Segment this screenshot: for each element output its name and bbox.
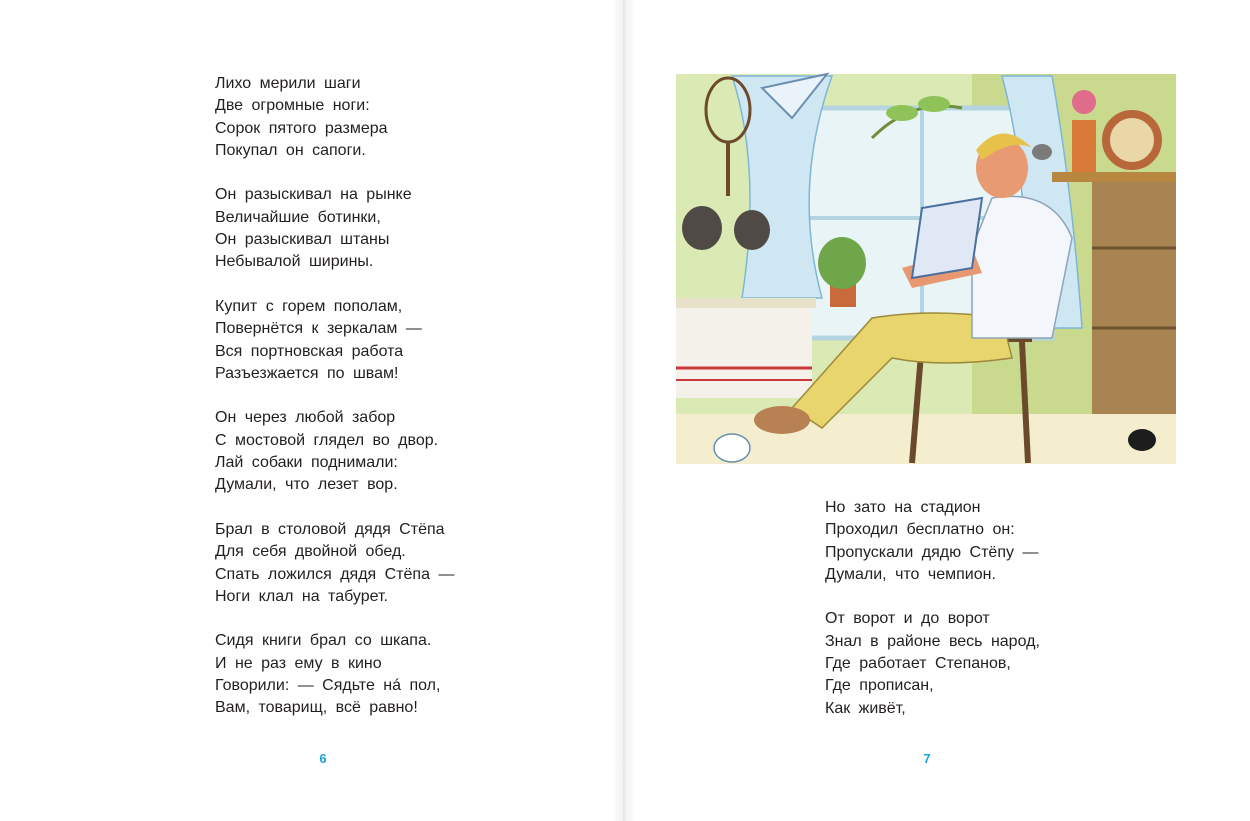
verse-line: С мостовой глядел во двор. — [215, 431, 439, 449]
verse-line: Величайшие ботинки, — [215, 208, 381, 226]
page-number: 7 — [923, 751, 931, 766]
verse-line: Как живёт, — [825, 699, 906, 717]
book-spine-shadow — [612, 0, 636, 821]
left-page — [0, 0, 624, 821]
stanza — [825, 497, 1040, 586]
verse-line: Сорок пятого размера — [215, 119, 388, 137]
verse-line: Говорили: — Сядьте нá пол, — [215, 677, 441, 695]
verse-line: Купит с горем пополам, — [215, 297, 403, 315]
verse-line: Небывалой ширины. — [215, 253, 374, 271]
stanza — [215, 73, 454, 162]
verse-line: Пропускали дядю Стёпу — — [825, 543, 1039, 561]
verse-line: Спать ложился дядя Стёпа — — [215, 565, 455, 583]
stanza — [215, 407, 454, 496]
verse-line: От ворот и до ворот — [825, 610, 990, 628]
left-poem — [215, 73, 454, 720]
verse-line: Лихо мерили шаги — [215, 75, 361, 92]
verse-line: Но зато на стадион — [825, 499, 981, 516]
verse-line: Покупал он сапоги. — [215, 141, 366, 159]
verse-line: Две огромные ноги: — [215, 97, 370, 115]
stanza — [215, 184, 454, 273]
verse-line: Разъезжается по швам! — [215, 364, 399, 382]
verse-line: Повернётся к зеркалам — — [215, 320, 422, 338]
verse-line: Вся портновская работа — [215, 342, 404, 360]
verse-line: Вам, товарищ, всё равно! — [215, 699, 418, 717]
verse-line: И не раз ему в кино — [215, 654, 382, 672]
verse-line: Где работает Степанов, — [825, 655, 1011, 673]
verse-line: Знал в районе весь народ, — [825, 632, 1040, 650]
stanza — [215, 519, 454, 608]
verse-line: Ноги клал на табурет. — [215, 587, 388, 605]
stanza — [825, 608, 1040, 719]
reading-man-illustration — [672, 68, 1182, 478]
stanza — [215, 296, 454, 385]
verse-line: Где прописан, — [825, 677, 934, 695]
verse-line: Брал в столовой дядя Стёпа — [215, 520, 445, 538]
verse-line: Проходил бесплатно он: — [825, 521, 1015, 539]
right-page — [624, 0, 1250, 821]
right-poem — [825, 497, 1040, 720]
stanza — [215, 630, 454, 719]
verse-line: Он разыскивал на рынке — [215, 186, 412, 204]
verse-line: Он через любой забор — [215, 409, 396, 427]
verse-line: Для себя двойной обед. — [215, 543, 406, 561]
verse-line: Думали, что лезет вор. — [215, 476, 398, 494]
page-number: 6 — [319, 751, 327, 766]
verse-line: Он разыскивал штаны — [215, 231, 390, 249]
verse-line: Думали, что чемпион. — [825, 565, 996, 583]
verse-line: Лай собаки поднимали: — [215, 454, 398, 472]
verse-line: Сидя книги брал со шкапа. — [215, 632, 432, 650]
